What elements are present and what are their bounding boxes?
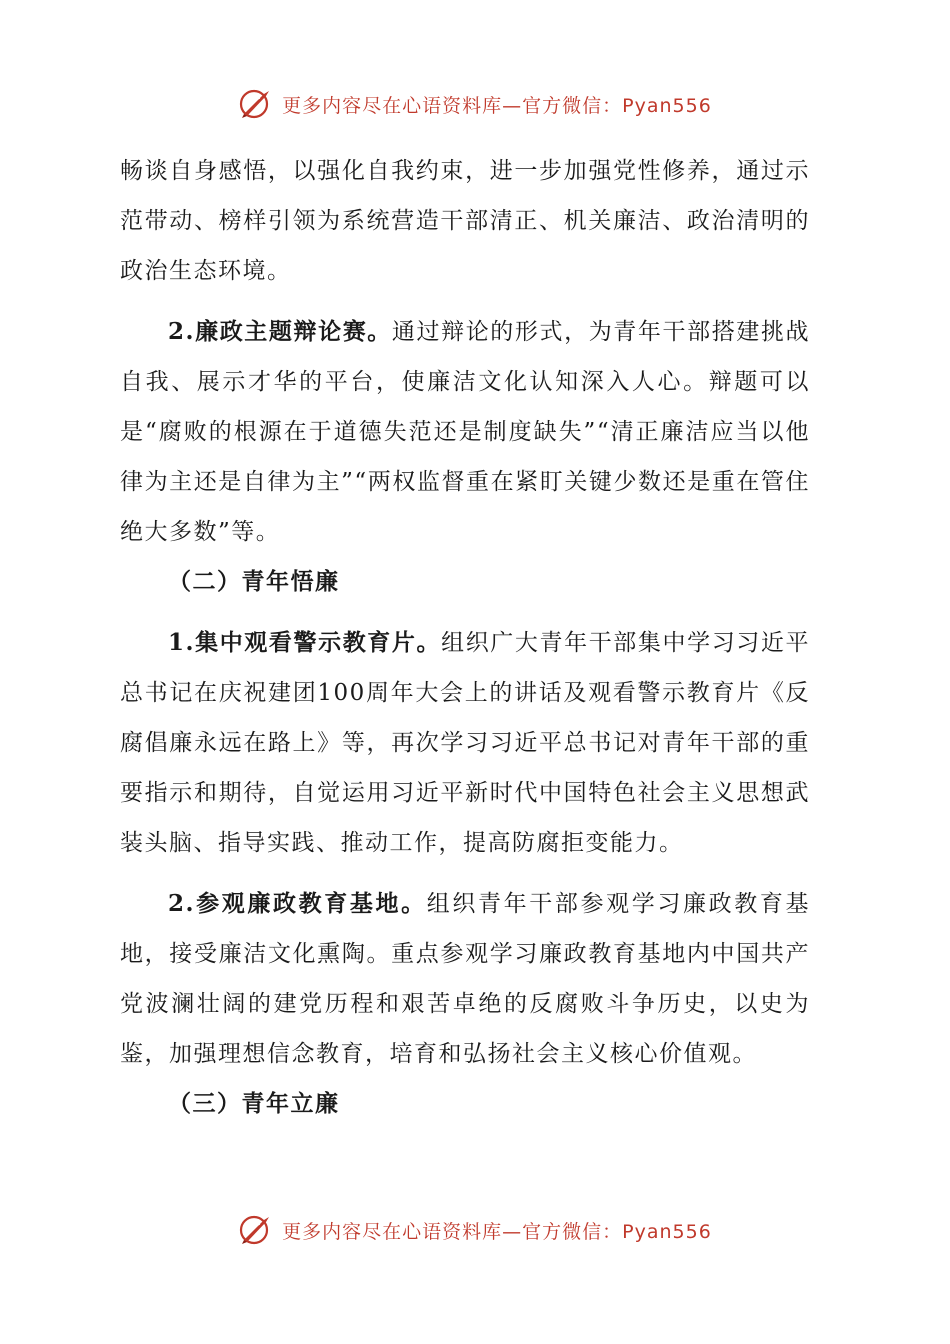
pen-logo-icon [238, 86, 274, 122]
pen-logo-icon [238, 1212, 274, 1248]
paragraph-debate-lead: 2.廉政主题辩论赛。 [168, 318, 392, 345]
paragraph-warning-film-lead: 1.集中观看警示教育片。 [168, 629, 442, 656]
paragraph-visit-base [120, 879, 810, 1079]
paragraph-visit-base-body: 组织青年干部参观学习廉政教育基地，接受廉洁文化熏陶。重点参观学习廉政教育基地内中国共产党波澜壮阔的建党历程和艰苦卓绝的反腐败斗争历史，以史为鉴，加强理想信念教育，培育和弘扬社会主义核心价值观。 [120, 891, 811, 1067]
footer-banner-text: 更多内容尽在心语资料库—官方微信：Pyan556 [282, 1220, 712, 1243]
paragraph-debate [120, 307, 810, 557]
header-banner [0, 82, 950, 126]
paragraph-visit-base-lead: 2.参观廉政教育基地。 [168, 890, 427, 917]
section-heading-3: （三）青年立廉 [168, 1090, 340, 1117]
section-heading-2: （二）青年悟廉 [168, 568, 340, 595]
document-body [120, 146, 810, 1129]
footer-banner [0, 1208, 950, 1252]
paragraph-continued: 畅谈自身感悟，以强化自我约束，进一步加强党性修养，通过示范带动、榜样引领为系统营造干部清正、机关廉洁、政治清明的政治生态环境。 [120, 158, 810, 284]
header-banner-text: 更多内容尽在心语资料库—官方微信：Pyan556 [282, 94, 712, 117]
paragraph-warning-film-body: 组织广大青年干部集中学习习近平总书记在庆祝建团100周年大会上的讲话及观看警示教育片《反腐倡廉永远在路上》等，再次学习习近平总书记对青年干部的重要指示和期待，自觉运用习近平新时代中国特色社会主义思想武装头脑、指导实践、推动工作，提高防腐拒变能力。 [120, 630, 811, 856]
paragraph-warning-film [120, 618, 810, 868]
paragraph-debate-body: 通过辩论的形式，为青年干部搭建挑战自我、展示才华的平台，使廉洁文化认知深入人心。辩题可以是“腐败的根源在于道德失范还是制度缺失”“清正廉洁应当以他律为主还是自律为主”“两权监督重在紧盯关键少数还是重在管住绝大多数”等。 [120, 319, 810, 545]
